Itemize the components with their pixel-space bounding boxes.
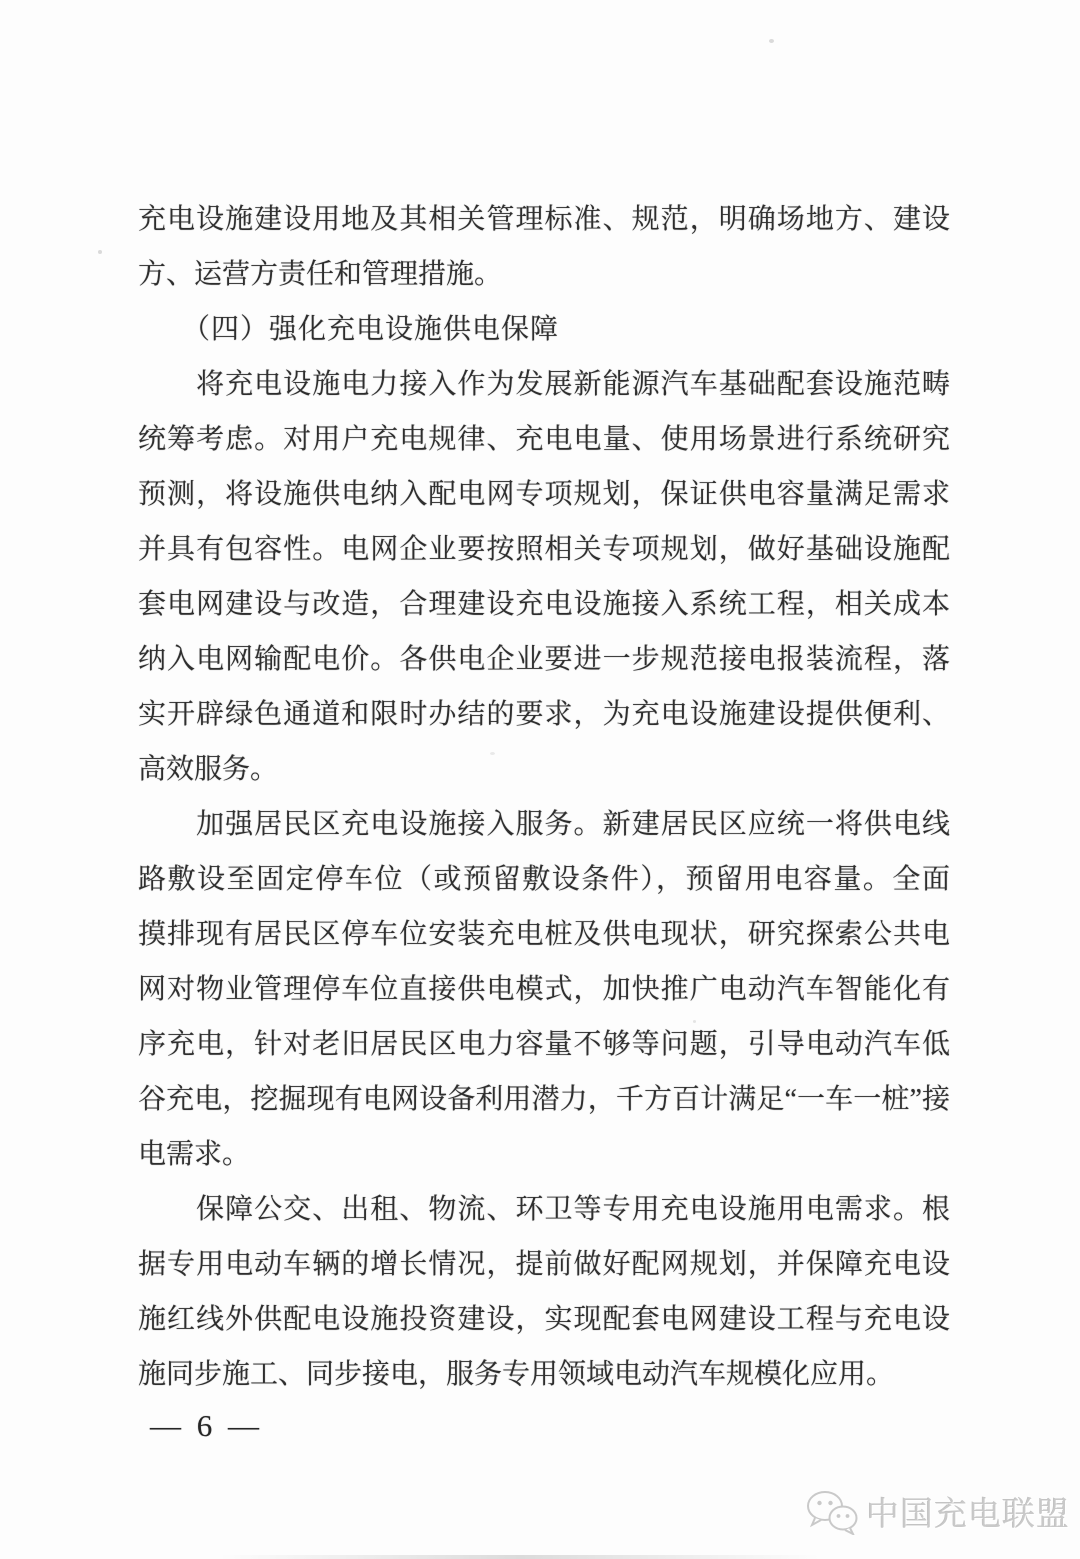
- text-line: 谷充电，挖掘现有电网设备利用潜力，千方百计满足“一车一桩”接: [138, 1084, 950, 1115]
- text-line: 方、运营方责任和管理措施。: [138, 259, 503, 290]
- text-line: （四）强化充电设施供电保障: [138, 314, 560, 345]
- text-line: 统筹考虑。对用户充电规律、充电电量、使用场景进行系统研究: [138, 424, 950, 455]
- text-line: 加强居民区充电设施接入服务。新建居民区应统一将供电线: [138, 809, 950, 840]
- scan-speck: [769, 39, 774, 43]
- watermark: [805, 1488, 1070, 1535]
- text-line: 摸排现有居民区停车位安装充电桩及供电现状，研究探索公共电: [138, 919, 950, 950]
- scan-smudge: [220, 1555, 820, 1559]
- page-number: — 6 —: [150, 1408, 263, 1443]
- watermark-label: 中国充电联盟: [866, 1495, 1070, 1532]
- text-line: 电需求。: [138, 1139, 251, 1170]
- paragraph: [138, 797, 950, 1182]
- text-line: 纳入电网输配电价。各供电企业要进一步规范接电报装流程，落: [138, 644, 950, 675]
- scan-speck: [490, 752, 495, 755]
- text-line: 预测，将设施供电纳入配电网专项规划，保证供电容量满足需求: [138, 479, 950, 510]
- text-line: 实开辟绿色通道和限时办结的要求，为充电设施建设提供便利、: [138, 699, 950, 730]
- text-line: 并具有包容性。电网企业要按照相关专项规划，做好基础设施配: [138, 534, 950, 565]
- wechat-bubbles-icon: [805, 1489, 861, 1535]
- section-heading: [138, 302, 950, 357]
- paragraph: [138, 357, 950, 797]
- text-line: 将充电设施电力接入作为发展新能源汽车基础配套设施范畴: [138, 369, 950, 400]
- text-line: 路敷设至固定停车位（或预留敷设条件），预留用电容量。全面: [138, 864, 950, 895]
- document-body: [138, 192, 950, 1402]
- paragraph: [138, 1182, 950, 1402]
- scan-speck: [98, 250, 102, 254]
- paragraph: [138, 192, 950, 302]
- text-line: 网对物业管理停车位直接供电模式，加快推广电动汽车智能化有: [138, 974, 950, 1005]
- text-line: 施同步施工、同步接电，服务专用领域电动汽车规模化应用。: [138, 1359, 895, 1390]
- text-line: 充电设施建设用地及其相关管理标准、规范，明确场地方、建设: [138, 204, 950, 235]
- text-line: 据专用电动车辆的增长情况，提前做好配网规划，并保障充电设: [138, 1249, 950, 1280]
- text-line: 序充电，针对老旧居民区电力容量不够等问题，引导电动汽车低: [138, 1029, 950, 1060]
- text-line: 套电网建设与改造，合理建设充电设施接入系统工程，相关成本: [138, 589, 950, 620]
- scan-speck: [693, 1020, 696, 1023]
- text-line: 高效服务。: [138, 754, 279, 785]
- text-line: 施红线外供配电设施投资建设，实现配套电网建设工程与充电设: [138, 1304, 950, 1335]
- text-line: 保障公交、出租、物流、环卫等专用充电设施用电需求。根: [138, 1194, 950, 1225]
